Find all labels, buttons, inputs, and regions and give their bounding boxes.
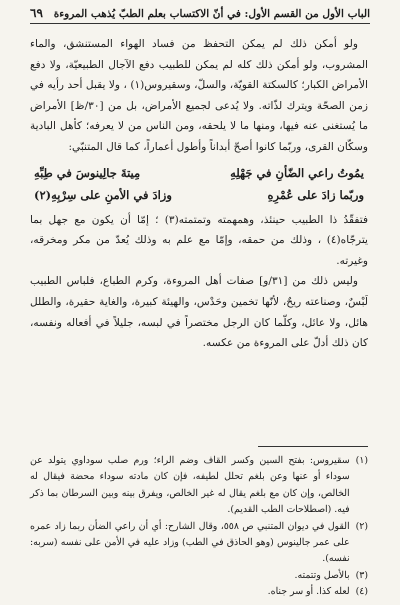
paragraph-3: وليس ذلك من [٣١/و] صفات أهل المروءة، وكرم الطباع، فلباس الطبيب لَبْسٌ، وصناعته ريحٌ، لأنّها تخمين وحَدْس، والهيئة كبيرة، والغاية حقيرة، والطلل هائل، ولا عائل، وكلّما كان الرجل مختصراً في لبسه، جليلاً في أفعاله ونفسه، كان ذلك أدلّ على المروءة من عكسه. <box>30 275 368 350</box>
hemistich: وربّما زادَ على عُمْرِهِ <box>267 187 364 202</box>
footnote-number: (٢) <box>355 520 368 532</box>
main-text <box>30 34 368 354</box>
poem-line-2 <box>30 184 368 206</box>
footnote <box>30 453 368 519</box>
footnote-number: (٣) <box>355 569 368 581</box>
hemistich: وزادَ في الأمنِ على سِرْبِهِ(٢) <box>34 187 172 202</box>
footnote-divider <box>258 446 368 447</box>
poem-line-1 <box>30 162 368 184</box>
paragraph-1: ولو أمكن ذلك لم يمكن التحفظ من فساد الهواء المستنشق، والماء المشروب، ولو أمكن ذلك كله لم يمكن للطبيب دفع الآجال الطبيعيّة، ولا دفع الأمراض الكبار؛ كالسكتة القويّة، والسلّ، وسقيروس(١) ، ولا يقبل أحد رأيه في زمن الصحّة ويترك لذّاته. ولا يُدعى لجميع الأمراض، بل من [٣٠/ظ] الأمراض ما يُستغنى عنه فيها، ومنها ما لا يلحقه، ومن الناس من لا يعرفه؛ كأهل البادية وسكّان القرى، وربّما كانوا أصحّ أبداناً وأطول أعماراً، كما قال المتنبّي: <box>30 38 368 153</box>
hemistich: يمُوتُ راعي الضّأنِ في جَهْلِهِ <box>230 165 364 180</box>
footnote <box>30 584 368 600</box>
footnote-number: (٤) <box>355 586 368 598</box>
footnotes <box>30 446 368 601</box>
paragraph-2: فتفقّدُ ذا الطبيب حينئذ، وهمهمته وتمتمته(٣) ؛ إمّا أن يكون مع جهل بما يترجّاه(٤) ، وذلك من حمقه، وإمّا مع علم به وذلك يُعدّ من مكر ومخرقه، وغيرته. <box>30 213 369 267</box>
page-number: ٦٩ <box>30 6 43 20</box>
footnote-text: بالأصل وتتمته. <box>294 569 350 581</box>
footnote <box>30 568 368 584</box>
poem-verses <box>30 162 368 206</box>
header-title: الباب الأول من القسم الأول: في أنّ الاكتساب بعلم الطبّ يُذهب المروءة <box>53 8 370 20</box>
footnote-text: سقيروس: بفتح السين وكسر القاف وضم الراء؛ ورم صلب سوداوي يتولد عن سوداء أو عنها وعن بلغم تحلل لطيفه، فإن كان مادته سوداء محضة فيقال له الخالص، وإن كان مع بلغم يقال له غير الخالص، ويفرق بينه وبين السرطان بما ذكر فيه. (اصطلاحات الطب القديم). <box>30 455 350 516</box>
footnote-text: لعله كذا. أو سر جناه. <box>267 586 350 598</box>
footnote-text: القول في ديوان المتنبي ص ٥٥٨، وقال الشارح: أي أن راعي الضأن ربما زاد عمره على عمر جالينوس (وهو الحاذق في الطب) وزاد عليه في الأمن على نفسه (سربه: نفسه). <box>30 520 350 565</box>
hemistich: مِيتةَ جالِينوسَ في طِبِّهِ <box>34 165 141 180</box>
footnote-number: (١) <box>355 455 368 466</box>
footnote <box>30 519 368 568</box>
running-header <box>30 6 370 24</box>
